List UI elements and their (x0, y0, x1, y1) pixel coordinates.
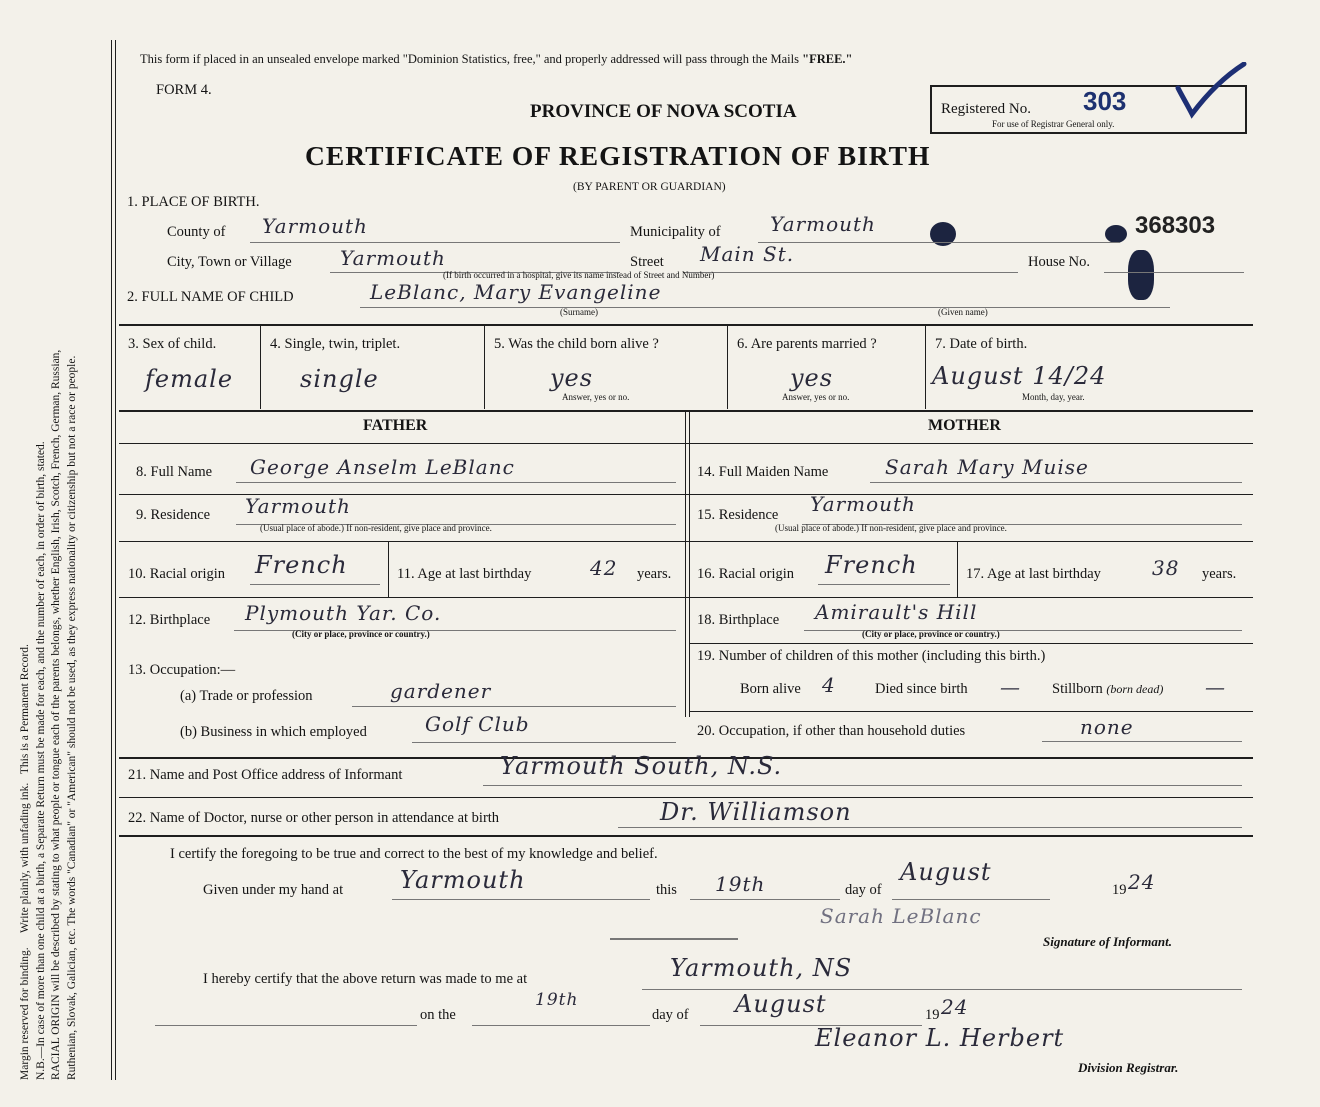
this-label: this (656, 882, 677, 898)
father-name-value: George Anselm LeBlanc (250, 455, 515, 479)
father-residence-note: (Usual place of abode.) If non-resident, give place and province. (260, 523, 492, 533)
father-age-label: 11. Age at last birthday (397, 566, 532, 582)
father-birthplace-value: Plymouth Yar. Co. (245, 601, 442, 625)
certificate-title: CERTIFICATE OF REGISTRATION OF BIRTH (305, 140, 931, 171)
mother-heading: MOTHER (928, 417, 1001, 434)
date-of-birth-label: 7. Date of birth. (935, 336, 1028, 352)
binding-note: Margin reserved for binding. (19, 947, 31, 1080)
surname-note: (Surname) (560, 307, 598, 317)
municipality-label: Municipality of (630, 224, 721, 240)
certification-statement: I certify the foregoing to be true and correct to the best of my knowledge and belief. (170, 846, 658, 862)
registered-label: Registered No. (941, 101, 1031, 117)
trade-label: (a) Trade or profession (180, 688, 313, 704)
nb-note: N.B.—In case of more than one child at a birth, a Separate Return must be made for each, and the number of each, in order of birth, stated. (34, 441, 47, 1080)
mother-age-unit: years. (1202, 566, 1237, 582)
stillborn-label: Stillborn (born dead) (1052, 681, 1164, 697)
born-alive-value: yes (550, 364, 594, 392)
on-the-label: on the (420, 1007, 456, 1023)
registrar-statement: I hereby certify that the above return was made to me at (203, 971, 528, 987)
occupation-label: 13. Occupation:— (128, 662, 236, 678)
sex-label: 3. Sex of child. (128, 336, 217, 352)
mother-name-label: 14. Full Maiden Name (697, 464, 829, 480)
registrar-year-prefix: 19 (925, 1007, 940, 1023)
born-alive-label: 5. Was the child born alive ? (494, 336, 659, 352)
street-value: Main St. (700, 242, 795, 266)
informant-label: 21. Name and Post Office address of Informant (128, 767, 403, 783)
business-value: Golf Club (425, 712, 530, 736)
mother-occupation-label: 20. Occupation, if other than household duties (697, 723, 966, 739)
father-residence-label: 9. Residence (136, 507, 211, 523)
stillborn-value: — (1205, 675, 1226, 699)
city-label: City, Town or Village (167, 254, 292, 270)
father-birthplace-note: (City or place, province or country.) (292, 629, 430, 639)
mother-racial-label: 16. Racial origin (697, 566, 795, 582)
ink-blot-3 (1128, 250, 1154, 300)
day-of-2-label: day of (652, 1007, 689, 1023)
margin-notes (18, 40, 80, 1080)
racial-note-2: Ruthenian, Slovak, Galician, etc. The words "Canadian" or "American" should not be used, as they express nationality or citizenship but not a race or people. (65, 355, 78, 1080)
county-value: Yarmouth (262, 214, 368, 238)
father-birthplace-label: 12. Birthplace (128, 612, 211, 628)
plurality-value: single (300, 365, 379, 393)
permanent-note: This is a Permanent Record. (19, 644, 31, 775)
born-alive-note: Answer, yes or no. (562, 392, 630, 402)
parents-married-value: yes (790, 364, 834, 392)
day-of-label: day of (845, 882, 882, 898)
born-alive-count-label: Born alive (740, 681, 801, 697)
house-number-label: House No. (1028, 254, 1091, 270)
hospital-note: (If birth occurred in a hospital, give its name instead of Street and Number) (443, 270, 715, 280)
father-name-label: 8. Full Name (136, 464, 213, 480)
registrar-place-value: Yarmouth, NS (670, 954, 853, 982)
street-label: Street (630, 254, 664, 270)
father-residence-value: Yarmouth (245, 494, 351, 518)
father-age-value: 42 (590, 556, 618, 580)
mother-racial-value: French (825, 551, 918, 579)
father-racial-value: French (255, 551, 348, 579)
margin-rule-inner (115, 40, 116, 1080)
mail-notice: This form if placed in an unsealed envelope marked "Dominion Statistics, free," and properly addressed will pass through the Mails "FREE." (140, 52, 853, 66)
registered-number: 303 (1083, 86, 1127, 116)
mother-name-value: Sarah Mary Muise (885, 455, 1089, 479)
father-age-unit: years. (637, 566, 672, 582)
registrar-year-value: 24 (941, 995, 969, 1019)
given-under-hand-label: Given under my hand at (203, 882, 344, 898)
father-racial-label: 10. Racial origin (128, 566, 226, 582)
plurality-label: 4. Single, twin, triplet. (270, 336, 401, 352)
trade-value: gardener (390, 679, 492, 703)
given-place-value: Yarmouth (400, 866, 526, 894)
doctor-value: Dr. Williamson (660, 798, 852, 826)
mother-birthplace-value: Amirault's Hill (815, 600, 978, 624)
margin-rule (111, 40, 112, 1080)
informant-signature: Sarah LeBlanc (820, 904, 982, 928)
certificate-subtitle: (BY PARENT OR GUARDIAN) (573, 181, 726, 193)
city-value: Yarmouth (340, 246, 446, 270)
mother-birthplace-note: (City or place, province or country.) (862, 629, 1000, 639)
mother-age-value: 38 (1152, 556, 1180, 580)
municipality-value: Yarmouth (770, 212, 876, 236)
died-since-birth-label: Died since birth (875, 681, 968, 697)
ink-note: Write plainly, with unfading ink. (19, 782, 31, 933)
place-of-birth-label: 1. PLACE OF BIRTH. (127, 194, 260, 210)
mother-residence-value: Yarmouth (810, 492, 916, 516)
division-registrar-label: Division Registrar. (1078, 1060, 1179, 1075)
registrar-signature: Eleanor L. Herbert (815, 1024, 1065, 1052)
ink-blot-2 (1105, 225, 1127, 243)
mother-age-label: 17. Age at last birthday (966, 566, 1101, 582)
child-name-value: LeBlanc, Mary Evangeline (370, 280, 662, 304)
free-word: "FREE." (802, 52, 853, 66)
informant-value: Yarmouth South, N.S. (500, 752, 783, 780)
given-day-value: 19th (715, 872, 766, 896)
child-name-label: 2. FULL NAME OF CHILD (127, 289, 294, 305)
registrar-day-value: 19th (535, 990, 579, 1010)
province-heading: PROVINCE OF NOVA SCOTIA (530, 101, 797, 122)
form-number: FORM 4. (156, 82, 212, 98)
mother-occupation-value: none (1080, 715, 1134, 739)
parents-married-note: Answer, yes or no. (782, 392, 850, 402)
father-heading: FATHER (363, 417, 428, 434)
registrar-use-note: For use of Registrar General only. (992, 119, 1115, 129)
date-of-birth-note: Month, day, year. (1022, 392, 1085, 402)
county-label: County of (167, 224, 226, 240)
check-mark-icon (1170, 62, 1250, 122)
serial-number: 368303 (1135, 212, 1216, 239)
died-since-birth-value: — (1000, 675, 1021, 699)
registrar-month-value: August (735, 990, 827, 1018)
date-of-birth-value: August 14/24 (932, 362, 1107, 390)
given-year-prefix: 19 (1112, 882, 1127, 898)
mother-residence-note: (Usual place of abode.) If non-resident, give place and province. (775, 523, 1007, 533)
given-name-note: (Given name) (938, 307, 988, 317)
given-year-value: 24 (1128, 870, 1156, 894)
racial-note: RACIAL ORIGIN will be described by stating to what people or tongue each of the parents belongs, whether English, Irish, Scotch, French, German, Russian, (50, 349, 63, 1080)
given-month-value: August (900, 858, 992, 886)
business-label: (b) Business in which employed (180, 724, 367, 740)
born-alive-count-value: 4 (822, 673, 836, 697)
doctor-label: 22. Name of Doctor, nurse or other person in attendance at birth (128, 810, 500, 826)
children-count-label: 19. Number of children of this mother (including this birth.) (697, 648, 1046, 664)
mother-birthplace-label: 18. Birthplace (697, 612, 780, 628)
stillborn-note: (born dead) (1106, 682, 1164, 696)
mother-residence-label: 15. Residence (697, 507, 779, 523)
informant-signature-label: Signature of Informant. (1043, 934, 1172, 949)
parents-married-label: 6. Are parents married ? (737, 336, 877, 352)
sex-value: female (145, 365, 234, 393)
